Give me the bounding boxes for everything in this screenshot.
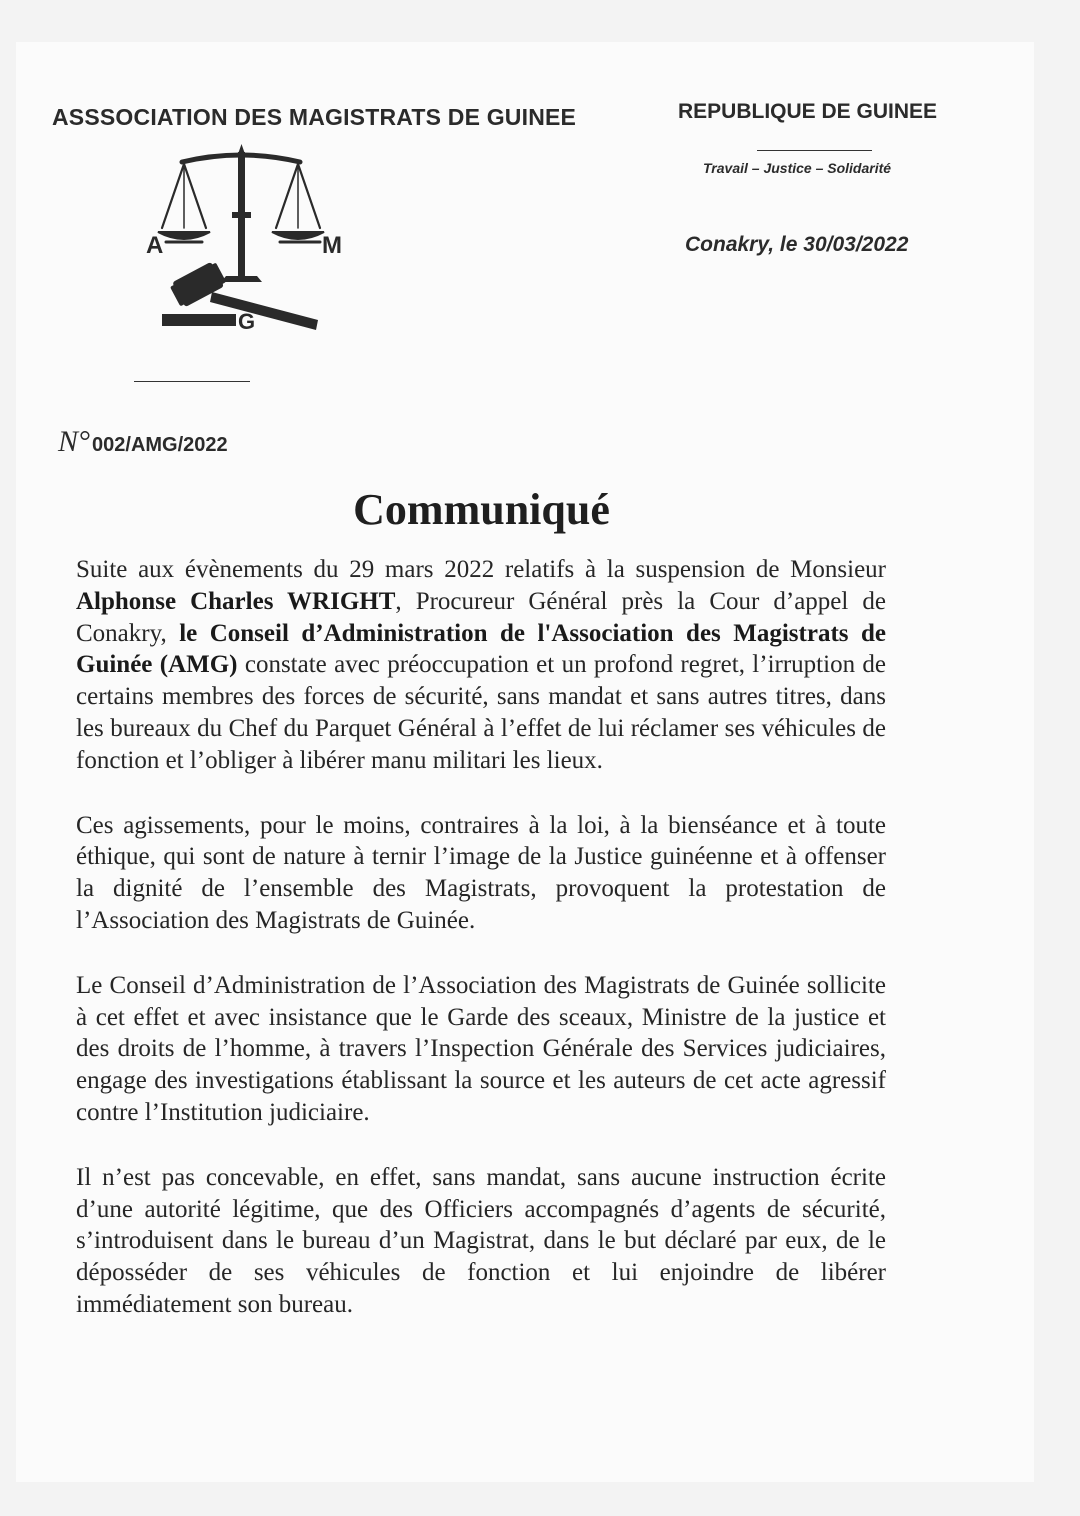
national-motto: Travail – Justice – Solidarité <box>703 160 892 176</box>
place-and-date: Conakry, le 30/03/2022 <box>685 233 909 256</box>
paragraph-1 <box>76 554 886 777</box>
paragraph-3 <box>76 970 886 1129</box>
logo-letter-m: M <box>322 232 342 259</box>
logo-letter-a: A <box>146 232 164 259</box>
logo-letter-g: G <box>238 309 256 334</box>
paragraph-text: Il n’est pas concevable, en effet, sans mandat, sans aucune instruction écrite d’une autorité légitime, que des Officiers accompagnés d’agents de sécurité, s’introduisent dans le bureau d’un Magistrat, dans le but déclaré par eux, de le déposséder de ses véhicules de fonction et lui enjoindre de libérer immédiatement son bureau. <box>76 1163 886 1318</box>
paragraph-text: constate avec préoccupation et un profond regret, l’irruption de certains membres des forces de sécurité, sans mandat et sans autres titres, dans les bureaux du Chef du Parquet Général à l’effet de lui réclamer ses véhicules de fonction et l’obliger à libérer manu militari les lieux. <box>76 651 887 774</box>
republic-name: REPUBLIQUE DE GUINEE <box>678 100 938 123</box>
paragraph-2 <box>76 810 886 937</box>
document-body <box>76 554 886 1354</box>
paragraph-text: , Procureur Général près la Cour d’appel de Conakry, <box>76 587 887 647</box>
reference-number <box>58 425 228 459</box>
paragraph-4 <box>76 1162 886 1321</box>
paragraph-text: Le Conseil d’Administration de l’Association des Magistrats de Guinée sollicite à cet effet et avec insistance que le Garde des sceaux, Ministre de la justice et des droits de l’homme, à travers l’Inspection Générale des Services judiciaires, engage des investigations établissant la source et les auteurs de cet acte agressif contre l’Institution judiciaire. <box>76 971 886 1126</box>
council-name: le Conseil d’Administration de l'Association des Magistrats de Guinée (AMG) <box>76 619 886 679</box>
organization-name: ASSSOCIATION DES MAGISTRATS DE GUINEE <box>52 104 577 130</box>
person-name: Alphonse Charles WRIGHT <box>76 587 396 615</box>
logo-divider <box>134 381 250 382</box>
republic-divider <box>757 150 872 151</box>
number-sign: N° <box>58 425 91 458</box>
reference-code: 002/AMG/2022 <box>92 434 228 456</box>
paragraph-text: Suite aux évènements du 29 mars 2022 relatifs à la suspension de Monsieur <box>76 556 886 583</box>
paragraph-text: Ces agissements, pour le moins, contraires à la loi, à la bienséance et à toute éthique, qui sont de nature à ternir l’image de la Justice guinéenne et à offenser la dignité de l’ensemble des Magistrats, provoquent la protestation de l’Association des Magistrats de Guinée. <box>76 811 886 934</box>
document-title: Communiqué <box>353 485 610 534</box>
